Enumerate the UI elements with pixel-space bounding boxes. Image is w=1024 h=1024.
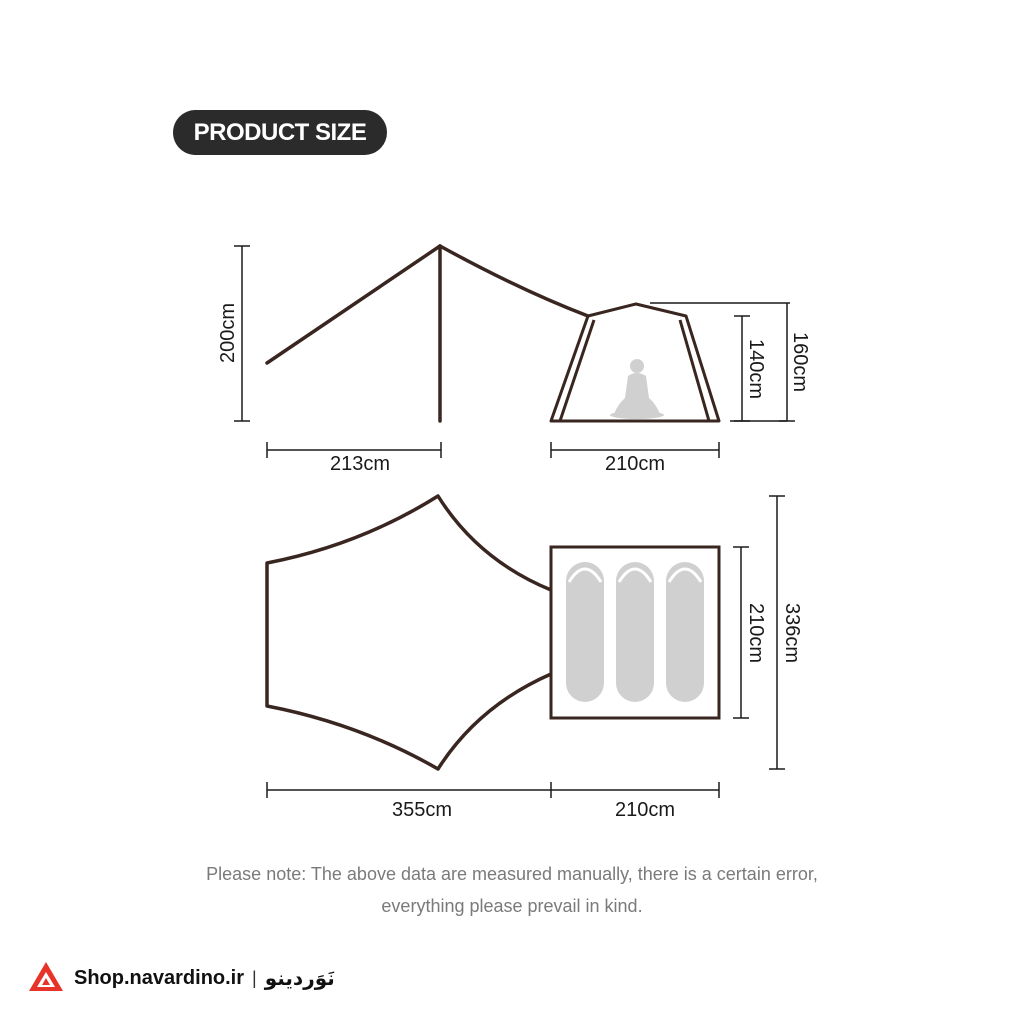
side-view [217, 246, 811, 475]
label-tent-inner-height: 140cm [745, 338, 767, 400]
shop-url-link[interactable]: Shop.navardino.ir [74, 966, 245, 989]
dim-tent-peak-height [650, 303, 795, 421]
label-tent-length: 210cm [614, 799, 676, 821]
label-tarp-length: 355cm [391, 799, 453, 821]
label-tarp-height: 200cm [217, 302, 239, 364]
tarp-top-outline [267, 496, 551, 769]
label-tent-width-side: 210cm [604, 453, 666, 475]
measurement-note-line1: Please note: The above data are measured manually, there is a certain error, [206, 864, 818, 884]
sleeping-bag [566, 562, 604, 702]
sleeping-bags [566, 562, 704, 702]
product-size-title: PRODUCT SIZE [173, 110, 387, 155]
navardino-logo-icon [26, 958, 66, 998]
sleeping-bag [666, 562, 704, 702]
brand-name: نَوَردینو [264, 966, 335, 990]
label-tarp-width: 336cm [781, 602, 803, 664]
label-tent-peak-height: 160cm [789, 331, 811, 393]
measurement-note-line2: everything please prevail in kind. [381, 896, 643, 916]
sleeping-bag [616, 562, 654, 702]
top-view [267, 496, 803, 821]
footer-separator: | [252, 967, 257, 988]
dim-top-lengths [267, 782, 719, 798]
label-tent-width-top: 210cm [745, 602, 767, 664]
tarp-side-outline [267, 246, 588, 421]
seated-person-figure [610, 359, 664, 419]
footer-branding [26, 958, 335, 998]
label-tarp-half-length: 213cm [329, 453, 391, 475]
